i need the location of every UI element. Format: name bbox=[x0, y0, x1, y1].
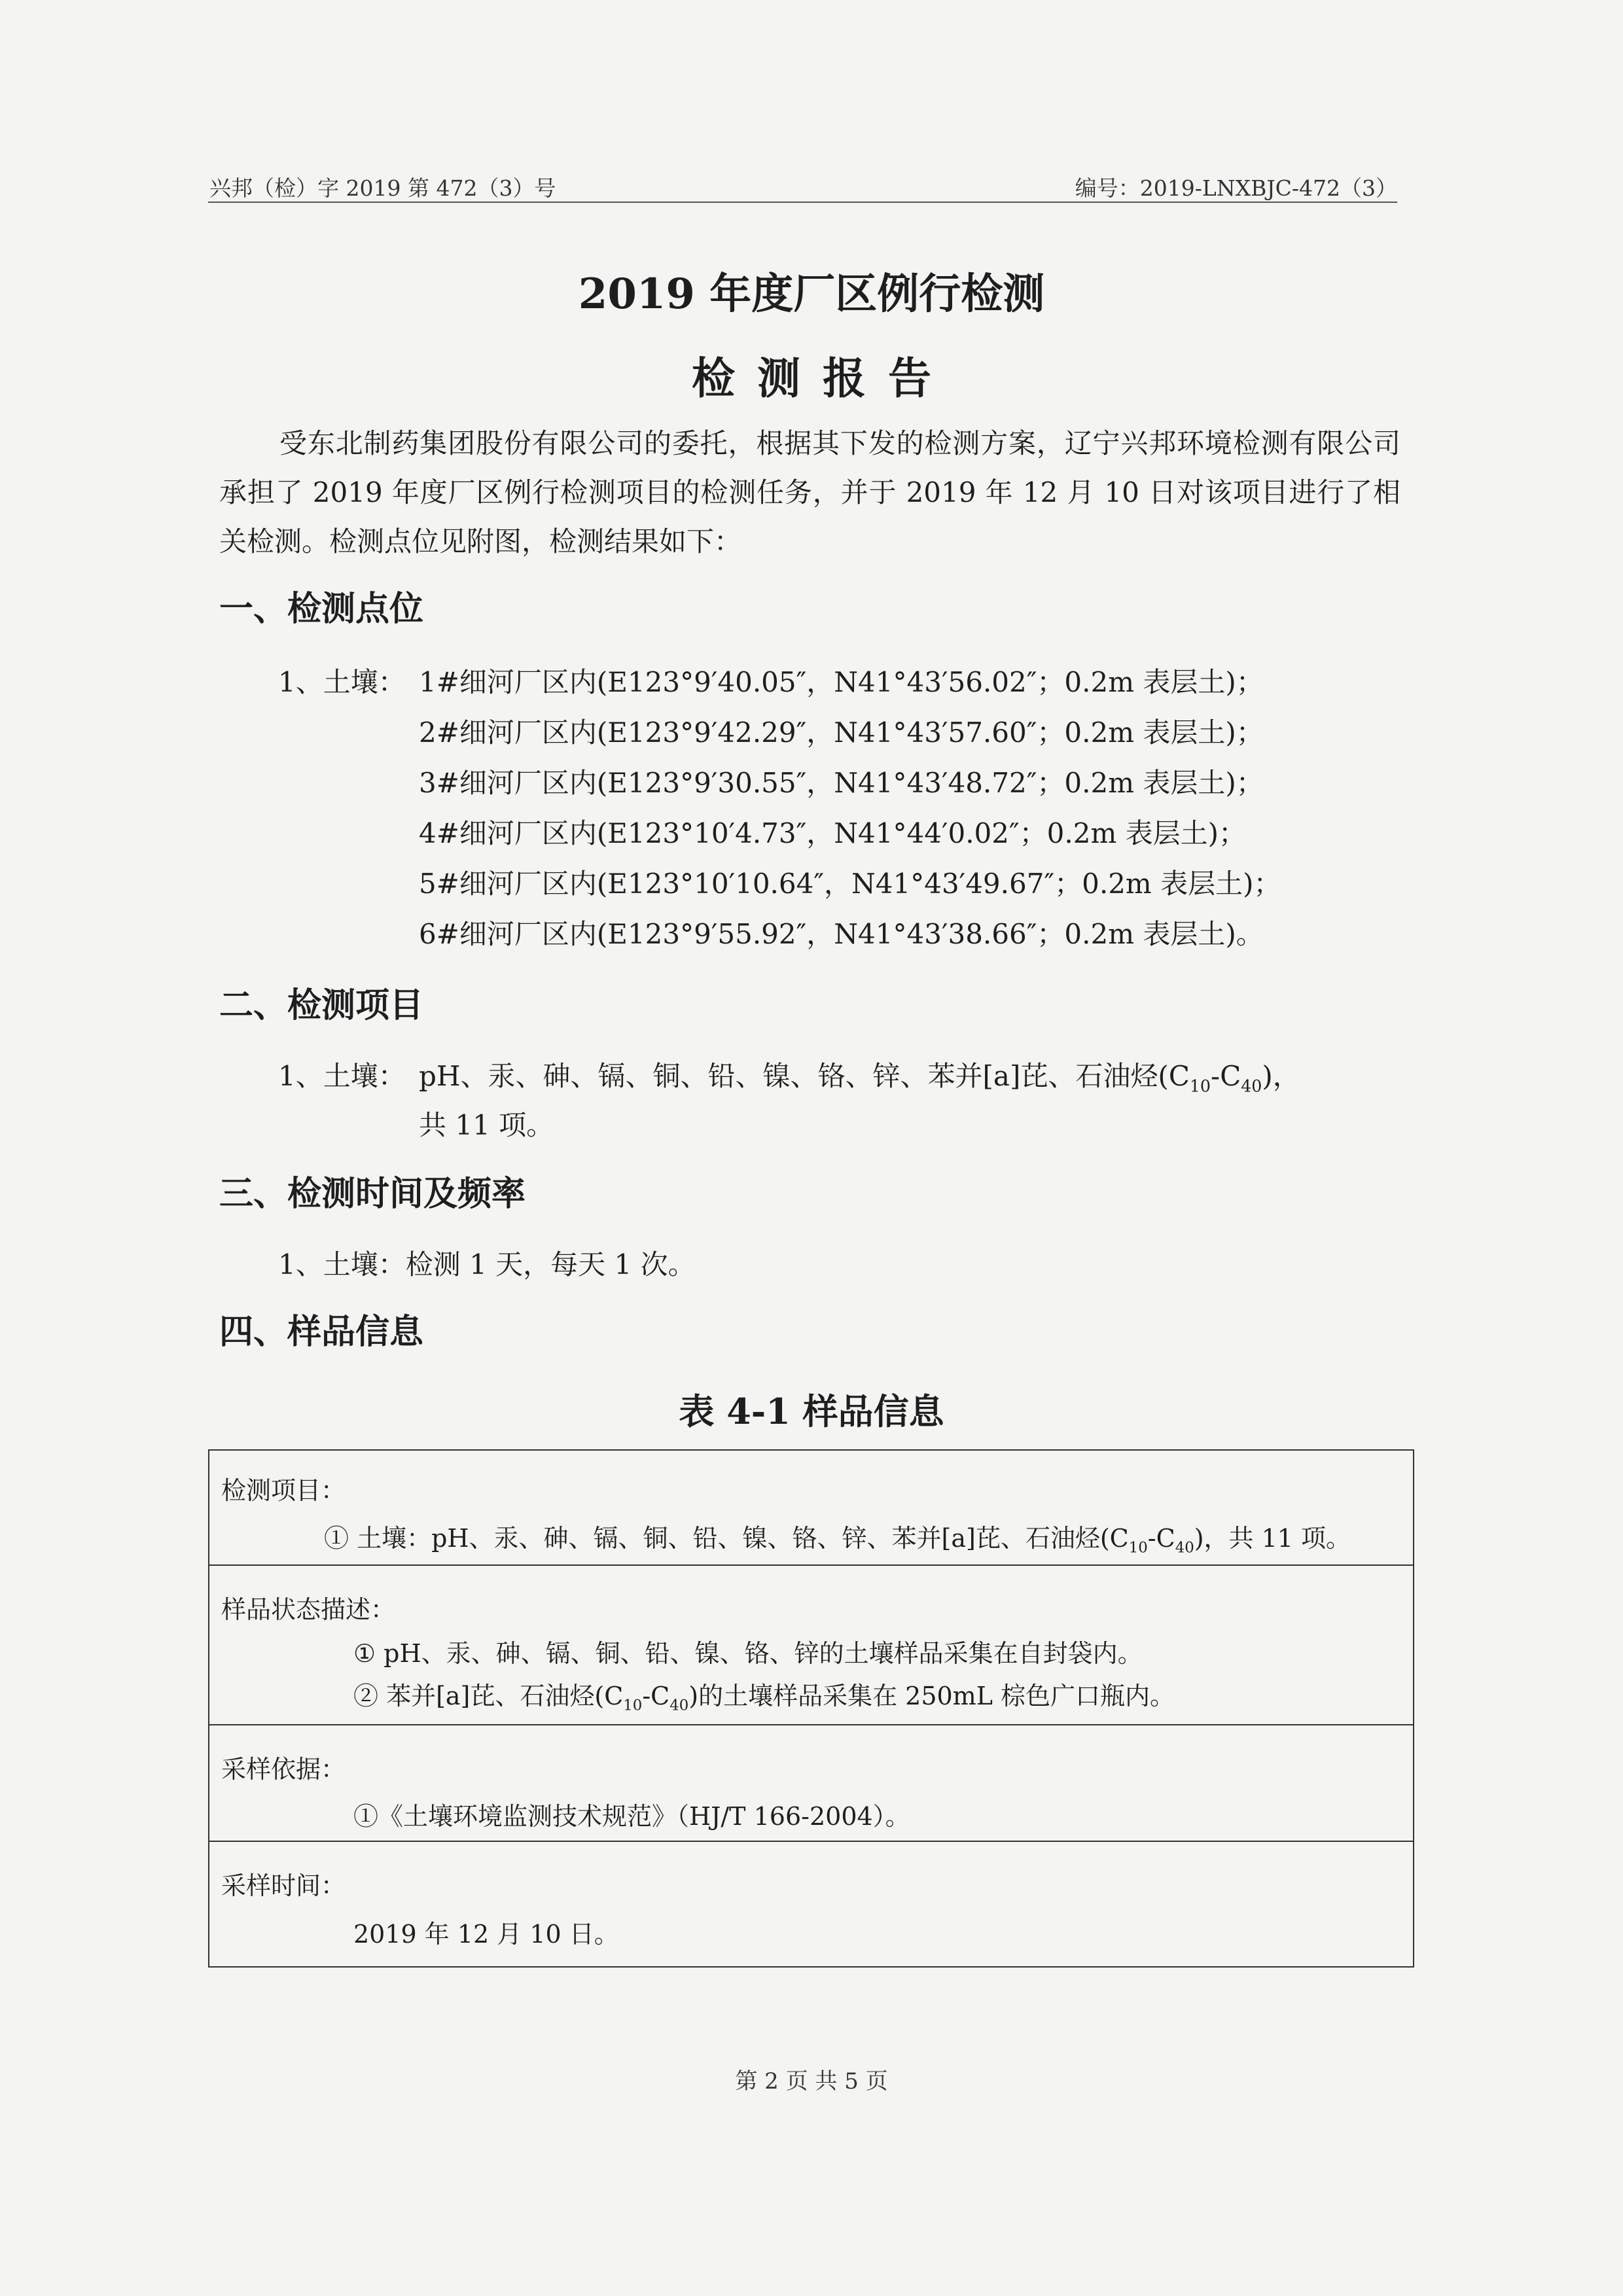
report-title: 2019 年度厂区例行检测 bbox=[578, 270, 1045, 319]
items-count: 共 11 项。 bbox=[419, 1109, 554, 1141]
table-block-items bbox=[208, 1449, 1414, 1566]
sampling-basis-line: ①《土壤环境监测技术规范》（HJ/T 166-2004）。 bbox=[353, 1802, 910, 1831]
sample-state-line-1: ① pH、汞、砷、镉、铜、铅、镍、铬、锌的土壤样品采集在自封袋内。 bbox=[353, 1639, 1143, 1668]
items-list: pH、汞、砷、镉、铜、铅、镍、铬、锌、苯并[a]芘、石油烃$(C_{10}-C_{40})$， bbox=[419, 1060, 1300, 1096]
report-subtitle: 检测报告 bbox=[692, 353, 954, 404]
block-label-sample-state: 样品状态描述： bbox=[221, 1595, 396, 1624]
section-heading-points: 一、检测点位 bbox=[219, 589, 424, 629]
block-label-sampling-time: 采样时间： bbox=[221, 1871, 346, 1900]
sampling-time-line: 2019 年 12 月 10 日。 bbox=[353, 1920, 619, 1949]
page-number: 第 2 页 共 5 页 bbox=[735, 2068, 888, 2094]
header-divider bbox=[208, 202, 1397, 203]
point-4: 4#细河厂区内(E123°10′4.73″，N41°44′0.02″；0.2m 表层土)； bbox=[419, 817, 1247, 849]
point-3: 3#细河厂区内(E123°9′30.55″，N41°43′48.72″；0.2m 表层土)； bbox=[419, 767, 1264, 799]
intro-paragraph bbox=[219, 419, 1400, 566]
table-title: 表 4-1 样品信息 bbox=[679, 1390, 944, 1432]
document-code: 编号：2019-LNXBJC-472（3） bbox=[1075, 175, 1397, 201]
items-prefix: 1、土壤： bbox=[278, 1060, 406, 1092]
section-heading-items: 二、检测项目 bbox=[219, 985, 424, 1025]
point-6: 6#细河厂区内(E123°9′55.92″，N41°43′38.66″；0.2m 表层土)。 bbox=[419, 918, 1264, 950]
frequency-line: 1、土壤：检测 1 天，每天 1 次。 bbox=[278, 1248, 696, 1280]
section-heading-frequency: 三、检测时间及频率 bbox=[219, 1174, 526, 1214]
points-prefix: 1、土壤： bbox=[278, 666, 406, 698]
block-label-items: 检测项目： bbox=[221, 1476, 346, 1505]
point-2: 2#细河厂区内(E123°9′42.29″，N41°43′57.60″；0.2m 表层土)； bbox=[419, 716, 1264, 749]
block-items-line: ① 土壤：pH、汞、砷、镉、铜、铅、镍、铬、锌、苯并[a]芘、石油烃$(C_{10}-C_{40})$，共 11 项。 bbox=[324, 1524, 1351, 1557]
intro-line-2: 有限公司承担了 2019 年度厂区例行检测项目的检测任务，并于 2019 年 12 月 10 日对该 bbox=[219, 427, 1400, 508]
point-5: 5#细河厂区内(E123°10′10.64″，N41°43′49.67″；0.2m 表层土)； bbox=[419, 868, 1281, 900]
point-1: 1#细河厂区内(E123°9′40.05″，N41°43′56.02″；0.2m 表层土)； bbox=[419, 666, 1264, 698]
section-heading-sample-info: 四、样品信息 bbox=[219, 1312, 424, 1352]
intro-line-1: 受东北制药集团股份有限公司的委托，根据其下发的检测方案，辽宁兴邦环境检测 bbox=[279, 427, 1289, 459]
table-block-sampling-basis bbox=[208, 1725, 1414, 1842]
table-block-sampling-time bbox=[208, 1842, 1414, 1968]
sample-state-line-2: ② 苯并[a]芘、石油烃$(C_{10}-C_{40})$的土壤样品采集在 250mL 棕色广口瓶内。 bbox=[353, 1682, 1175, 1714]
table-block-sample-state bbox=[208, 1566, 1414, 1725]
report-number: 兴邦（检）字 2019 第 472（3）号 bbox=[209, 175, 556, 201]
block-label-sampling-basis: 采样依据： bbox=[221, 1755, 346, 1784]
intro-line-3: 项目进行了相关检测。检测点位见附图，检测结果如下： bbox=[219, 476, 1400, 557]
